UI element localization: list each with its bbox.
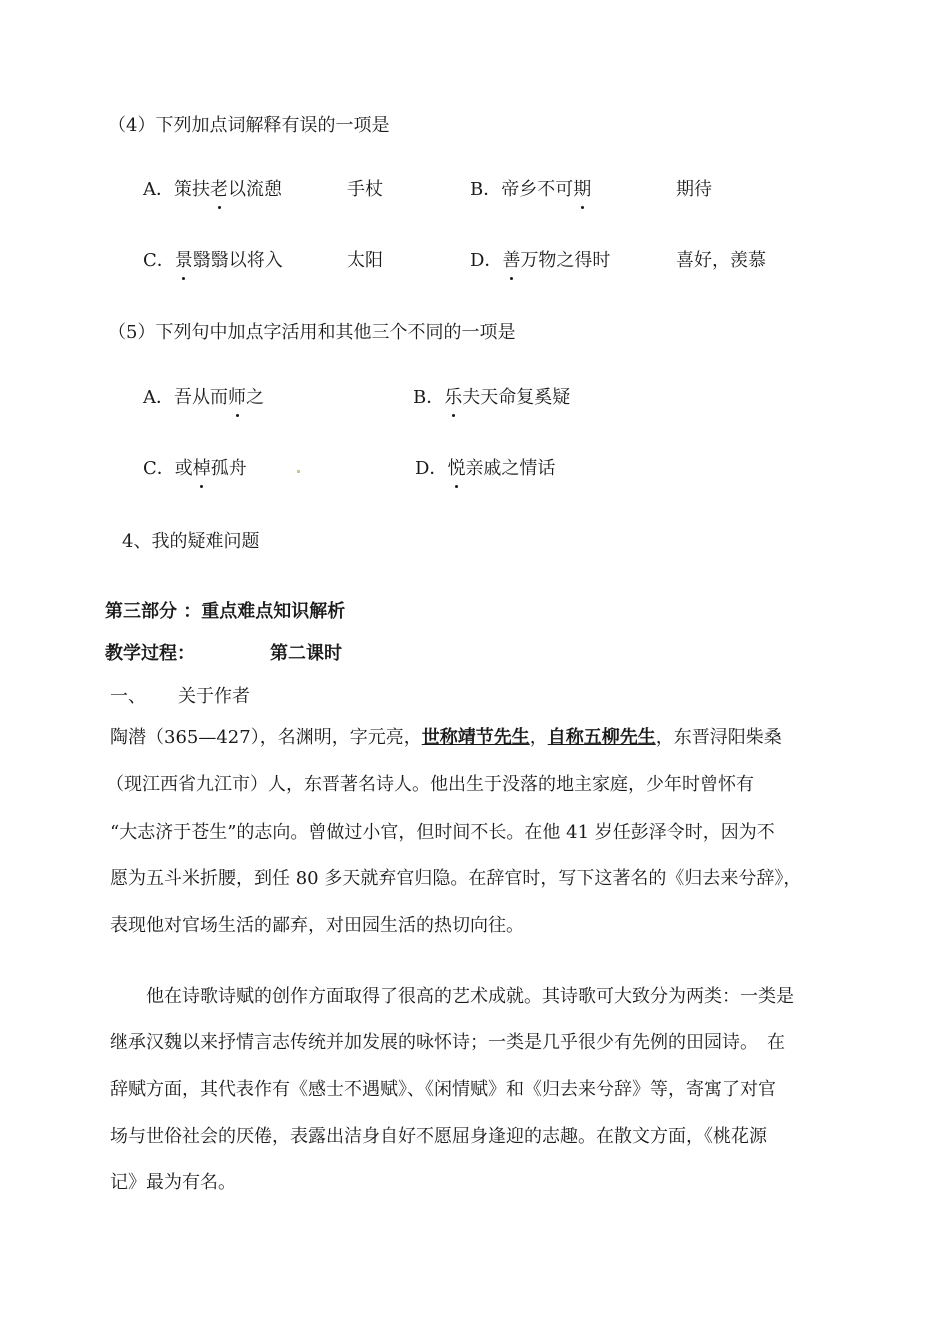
option-letter: C．: [143, 458, 175, 479]
option-text: 策扶: [174, 179, 210, 200]
option-letter: D．: [470, 250, 503, 271]
q5-stem: （5）下列句中加点字活用和其他三个不同的一项是: [108, 322, 516, 343]
dotted-char: 善: [502, 248, 520, 274]
dotted-char: 师: [228, 385, 246, 411]
para1-line: 表现他对官场生活的鄙弃，对田园生活的热切向往。: [110, 915, 524, 936]
q4-option-d-meaning: 喜好，羡慕: [676, 250, 766, 271]
option-letter: B．: [413, 387, 445, 408]
para1-line: “大志济于苍生”的志向。曾做过小官，但时间不长。在他 41 岁任彭泽令时，因为不: [110, 822, 775, 843]
q4-option-c: [143, 248, 283, 274]
underlined-term: 世称靖节先生: [421, 727, 530, 748]
q4-option-d: [470, 248, 610, 274]
item4-heading: 4、我的疑难问题: [122, 531, 260, 552]
q5-option-c: [143, 456, 247, 482]
q4-option-b-meaning: 期待: [676, 179, 712, 200]
option-text: 之: [246, 387, 264, 408]
para2-line: 辞赋方面，其代表作有《感士不遇赋》、《闲情赋》和《归去来兮辞》等，寄寓了对官: [110, 1079, 776, 1100]
option-text: 孤舟: [210, 458, 247, 479]
para1-line: 愿为五斗米折腰，到任 80 多天就弃官归隐。在辞官时，写下这著名的《归去来兮辞》，: [110, 868, 802, 889]
option-letter: C．: [143, 250, 175, 271]
option-text: 夫天命复奚疑: [462, 387, 571, 408]
q4-stem: （4）下列加点词解释有误的一项是: [108, 115, 390, 136]
dotted-char: 悦: [447, 456, 465, 482]
para2-line: 他在诗歌诗赋的创作方面取得了很高的艺术成就。其诗歌可大致分为两类：一类是: [146, 986, 794, 1007]
option-text: 亲戚之情话: [465, 458, 556, 479]
part3-heading: 第三部分 ：重点难点知识解析: [105, 601, 346, 622]
para2-line: 场与世俗社会的厌倦，表露出洁身自好不愿屈身逢迎的志趣。在散文方面，《桃花源: [110, 1126, 767, 1147]
option-text: 翳翳以将入: [192, 250, 283, 271]
para-text: ，东晋浔阳柴桑: [655, 727, 782, 748]
para-text: 陶潜（365—427），名渊明，字元亮，: [110, 727, 422, 748]
para-text: ，: [529, 727, 548, 748]
para2-line: 记》最为有名。: [110, 1172, 236, 1193]
section1-num: 一、: [110, 686, 146, 707]
underlined-term: 自称五柳先生: [547, 727, 656, 748]
para1-line: （现江西省九江市）人，东晋著名诗人。他出生于没落的地主家庭，少年时曾怀有: [106, 774, 754, 795]
option-text: 帝乡不可: [501, 179, 574, 200]
dotted-char: 棹: [193, 456, 211, 482]
para1-line1: [110, 725, 782, 751]
option-text: 万物之得时: [520, 250, 611, 271]
option-letter: A．: [143, 387, 174, 408]
q4-option-c-meaning: 太阳: [347, 250, 383, 271]
q4-option-a: [143, 177, 282, 203]
q4-option-a-meaning: 手杖: [347, 179, 383, 200]
dotted-char: 乐: [444, 385, 462, 411]
para2-line: 继承汉魏以来抒情言志传统并加发展的咏怀诗；一类是几乎很少有先例的田园诗。 在: [110, 1032, 785, 1053]
dotted-char: 景: [175, 248, 193, 274]
q5-option-d: [415, 456, 555, 482]
dotted-char: 老: [210, 177, 228, 203]
option-text: 或: [174, 458, 193, 479]
section1-title: 关于作者: [178, 686, 250, 707]
q5-option-a: [143, 385, 264, 411]
option-text: 以流憩: [228, 179, 282, 200]
lesson-label: 第二课时: [270, 643, 342, 664]
option-letter: D．: [415, 458, 448, 479]
q5-option-b: [413, 385, 570, 411]
option-letter: A．: [143, 179, 174, 200]
dotted-char: 期: [573, 177, 591, 203]
q4-option-b: [470, 177, 591, 203]
process-label: 教学过程：: [105, 643, 195, 664]
option-text: 吾从而: [174, 387, 228, 408]
option-letter: B．: [470, 179, 502, 200]
speck-mark: [297, 470, 300, 473]
